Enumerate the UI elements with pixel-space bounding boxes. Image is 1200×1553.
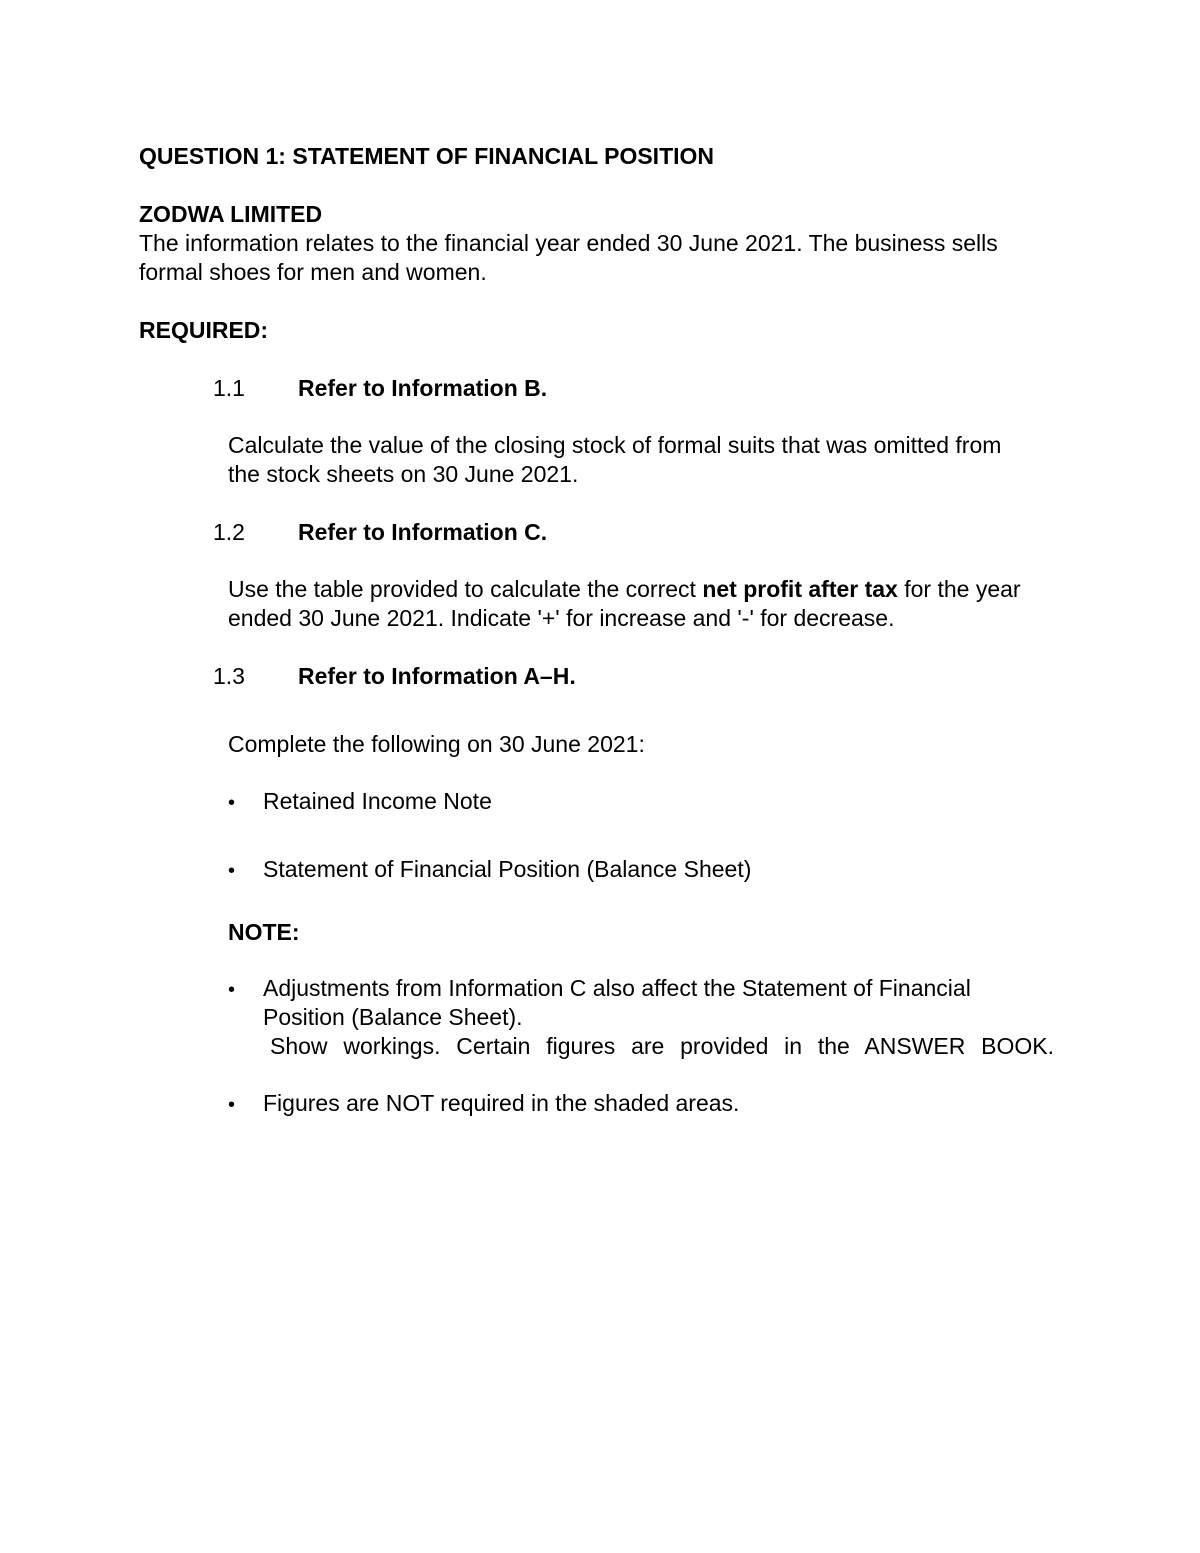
note-heading: NOTE: [228,919,300,945]
question-title: QUESTION 1: STATEMENT OF FINANCIAL POSITION [139,143,715,169]
item-heading-1-3: Refer to Information A–H. [298,663,576,689]
item-heading-1-2: Refer to Information C. [298,519,548,545]
bullet-icon: • [228,979,236,1001]
required-heading: REQUIRED: [139,317,269,343]
bullet-icon: • [228,860,236,882]
bullet-statement-of-financial-position: Statement of Financial Position (Balance Sheet) [263,856,752,882]
company-name: ZODWA LIMITED [139,201,323,227]
item-number-1-3: 1.3 [213,663,245,689]
item-heading-1-1: Refer to Information B. [298,375,548,401]
item-number-1-1: 1.1 [213,375,245,401]
bullet-icon: • [228,1094,236,1116]
item-text-1-3: Complete the following on 30 June 2021: [228,731,645,757]
item-text-1-2-line-1 [228,575,1021,604]
intro-text-line-2: formal shoes for men and women. [139,259,487,285]
note-1-line-2: Position (Balance Sheet). [263,1004,523,1030]
note-1-line-1: Adjustments from Information C also affect the Statement of Financial [263,975,971,1001]
intro-text-line-1: The information relates to the financial year ended 30 June 2021. The business sells [139,230,998,256]
note-2: Figures are NOT required in the shaded areas. [263,1090,740,1116]
note-1-line-3: Show workings. Certain figures are provided in the ANSWER BOOK. [270,1033,1054,1059]
item-text-1-1-line-1: Calculate the value of the closing stock of formal suits that was omitted from [228,432,1002,458]
item-text-1-2-before: Use the table provided to calculate the correct [228,576,703,602]
item-text-1-2-emphasis: net profit after tax [702,576,898,602]
item-number-1-2: 1.2 [213,519,245,545]
bullet-icon: • [228,792,236,814]
item-text-1-2-after: for the year [897,576,1021,602]
item-text-1-1-line-2: the stock sheets on 30 June 2021. [228,461,579,487]
item-text-1-2-line-2: ended 30 June 2021. Indicate '+' for increase and '-' for decrease. [228,605,895,631]
bullet-retained-income-note: Retained Income Note [263,788,492,814]
